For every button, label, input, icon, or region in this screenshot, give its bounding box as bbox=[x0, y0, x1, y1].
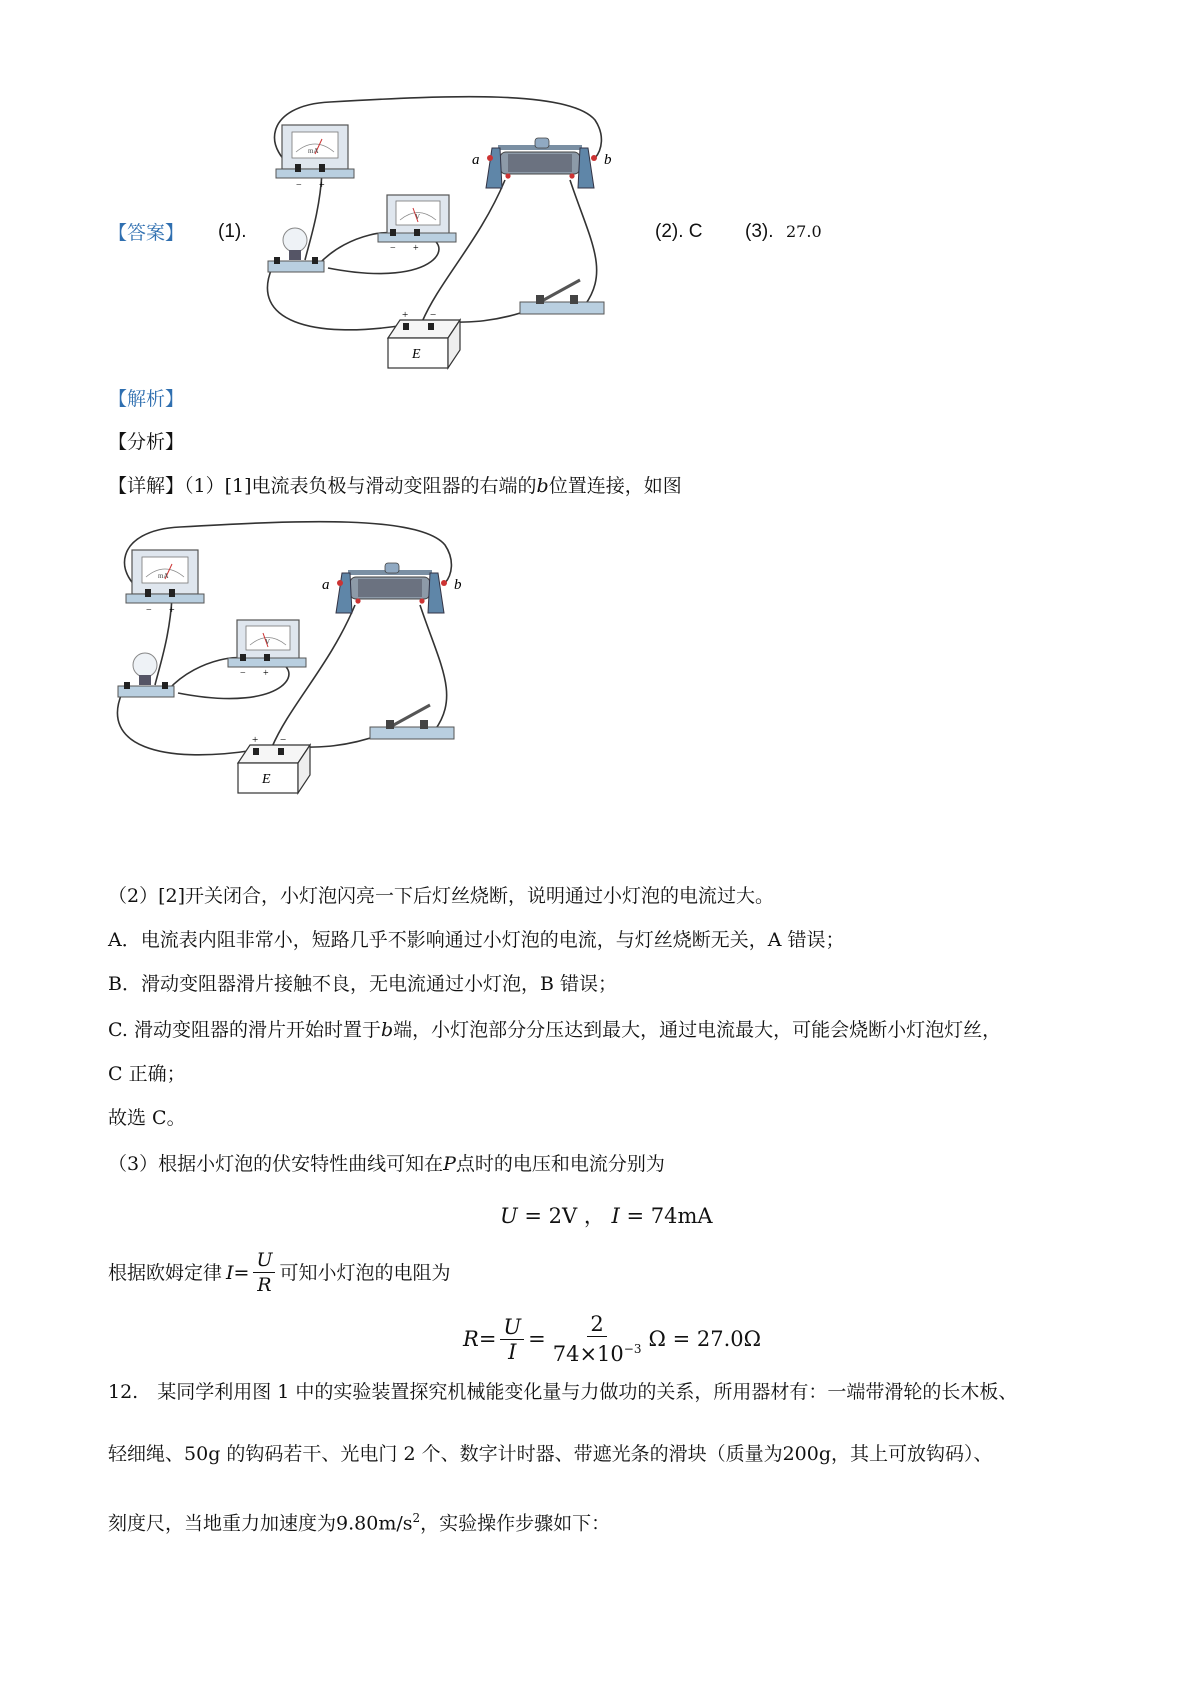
eq2-eq2: = bbox=[528, 1327, 546, 1351]
q12-line3-a: 刻度尺，当地重力加速度为 bbox=[108, 1512, 337, 1535]
ammeter2-unit: mA bbox=[158, 572, 169, 580]
ammeter-2 bbox=[126, 550, 204, 616]
voltmeter2-minus: − bbox=[240, 668, 246, 679]
battery-plus: + bbox=[402, 309, 409, 321]
option-c-cont: C 正确； bbox=[108, 1063, 186, 1085]
eq1-i: I bbox=[611, 1204, 620, 1228]
eq2-exp: −3 bbox=[623, 1342, 642, 1356]
voltmeter2-plus: + bbox=[263, 668, 269, 679]
eq2-den1: I bbox=[508, 1339, 517, 1364]
ammeter-plus: + bbox=[319, 180, 325, 191]
voltmeter-unit: V bbox=[415, 213, 421, 221]
eq2-den2-wrap bbox=[550, 1337, 645, 1366]
q12-line2 bbox=[108, 1440, 993, 1468]
ohm-law-line bbox=[108, 1248, 450, 1297]
eq2-r: R bbox=[463, 1327, 479, 1351]
battery-minus: − bbox=[430, 309, 437, 321]
answer-part1: (1). bbox=[218, 221, 247, 242]
battery-label: E bbox=[412, 347, 421, 362]
q12-g-exp: 2 bbox=[412, 1511, 421, 1525]
rheostat2-label-a: a bbox=[322, 577, 330, 593]
q12-line2-c: ，其上可放钩码）、 bbox=[831, 1443, 993, 1465]
battery2-plus: + bbox=[252, 734, 259, 746]
part2-choice: 故选 C。 bbox=[108, 1107, 186, 1129]
ammeter2-minus: − bbox=[146, 605, 152, 616]
voltmeter2-unit: V bbox=[265, 638, 271, 646]
part2-intro: （2）[2]开关闭合，小灯泡闪亮一下后灯丝烧断，说明通过小灯泡的电流过大。 bbox=[108, 885, 775, 907]
voltmeter-plus: + bbox=[413, 243, 419, 254]
q12-line3-b: ，实验操作步骤如下： bbox=[420, 1512, 611, 1535]
ohm-suffix: 可知小灯泡的电阻为 bbox=[279, 1261, 451, 1284]
rheostat bbox=[472, 138, 612, 188]
ammeter-minus: − bbox=[296, 180, 302, 191]
eq2-frac2 bbox=[550, 1312, 645, 1366]
eq2-eq: = bbox=[478, 1327, 497, 1351]
option-c-suffix: 端，小灯泡部分分压达到最大，通过电流最大，可能会烧断小灯泡灯丝， bbox=[393, 1019, 1002, 1041]
ohm-num: U bbox=[253, 1248, 275, 1273]
switch bbox=[520, 280, 604, 314]
lamp-2 bbox=[118, 653, 174, 697]
part3-intro-prefix: （3）根据小灯泡的伏安特性曲线可知在 bbox=[108, 1153, 444, 1175]
option-c-prefix: C. 滑动变阻器的滑片开始时置于 bbox=[108, 1019, 381, 1041]
answer-part2: (2). C bbox=[655, 221, 703, 242]
eq2-num2: 2 bbox=[587, 1312, 606, 1337]
option-a: A．电流表内阻非常小，短路几乎不影响通过小灯泡的电流，与灯丝烧断无关，A 错误； bbox=[108, 929, 845, 951]
equation-resistance bbox=[463, 1312, 761, 1366]
ohm-fraction bbox=[253, 1248, 275, 1297]
eq2-result: Ω = 27.0Ω bbox=[648, 1327, 762, 1351]
rheostat-2 bbox=[322, 563, 462, 613]
analysis-tag: 【解析】 bbox=[108, 389, 185, 410]
eq1-u: U bbox=[500, 1204, 518, 1228]
switch-2 bbox=[370, 705, 454, 739]
eq1-ival: = 74mA bbox=[619, 1204, 713, 1228]
ammeter-unit: mA bbox=[308, 147, 319, 155]
ohm-den: R bbox=[257, 1274, 272, 1296]
q12-g: 9.80m/s bbox=[336, 1512, 413, 1535]
ohm-i: I bbox=[226, 1261, 234, 1284]
battery2-minus: − bbox=[280, 734, 287, 746]
detail-line bbox=[108, 472, 682, 500]
ohm-prefix: 根据欧姆定律 bbox=[108, 1261, 223, 1284]
q12-line3 bbox=[108, 1504, 610, 1537]
answer-tag: 【答案】 bbox=[108, 223, 185, 244]
answer-value: 27.0 bbox=[786, 222, 822, 241]
fenxi-heading: 【分析】 bbox=[108, 431, 185, 453]
circuit-diagram-answer bbox=[250, 90, 660, 375]
option-c-var: b bbox=[380, 1019, 394, 1041]
option-c bbox=[108, 1016, 1001, 1044]
voltmeter-2 bbox=[228, 620, 306, 679]
q12-mass1: 50g bbox=[184, 1443, 221, 1465]
voltmeter bbox=[378, 195, 456, 254]
q12-line1: 12. 某同学利用图 1 中的实验装置探究机械能变化量与力做功的关系，所用器材有：一端带滑轮的长木板、 bbox=[108, 1381, 1018, 1403]
ammeter2-plus: + bbox=[169, 605, 175, 616]
q12-mass2: 200g bbox=[782, 1443, 832, 1465]
answer-part3: (3). bbox=[745, 221, 774, 242]
part3-intro-suffix: 点时的电压和电流分别为 bbox=[455, 1153, 665, 1175]
equation-u-i bbox=[500, 1200, 713, 1230]
detail-suffix: 位置连接，如图 bbox=[548, 475, 682, 497]
circuit-diagram-detail bbox=[100, 515, 510, 800]
eq2-den2: 74×10 bbox=[552, 1342, 624, 1366]
option-b: B．滑动变阻器滑片接触不良，无电流通过小灯泡，B 错误； bbox=[108, 973, 617, 995]
battery2-label: E bbox=[262, 772, 271, 787]
q12-line2-b: 的钩码若干、光电门 2 个、数字计时器、带遮光条的滑块（质量为 bbox=[220, 1443, 783, 1465]
detail-prefix: 【详解】（1）[1]电流表负极与滑动变阻器的右端的 bbox=[108, 475, 537, 497]
lamp bbox=[268, 228, 324, 272]
part3-intro-var: P bbox=[443, 1153, 456, 1175]
ohm-eq: = bbox=[233, 1261, 250, 1284]
rheostat-label-a: a bbox=[472, 152, 480, 168]
rheostat2-label-b: b bbox=[454, 577, 462, 593]
part3-intro bbox=[108, 1150, 665, 1178]
eq2-num1: U bbox=[500, 1315, 524, 1340]
q12-line2-a: 轻细绳、 bbox=[108, 1443, 185, 1465]
eq1-uval: = 2V ， bbox=[517, 1204, 612, 1228]
detail-var: b bbox=[536, 475, 549, 497]
ammeter bbox=[276, 125, 354, 191]
rheostat-label-b: b bbox=[604, 152, 612, 168]
voltmeter-minus: − bbox=[390, 243, 396, 254]
eq2-frac1 bbox=[500, 1315, 524, 1364]
